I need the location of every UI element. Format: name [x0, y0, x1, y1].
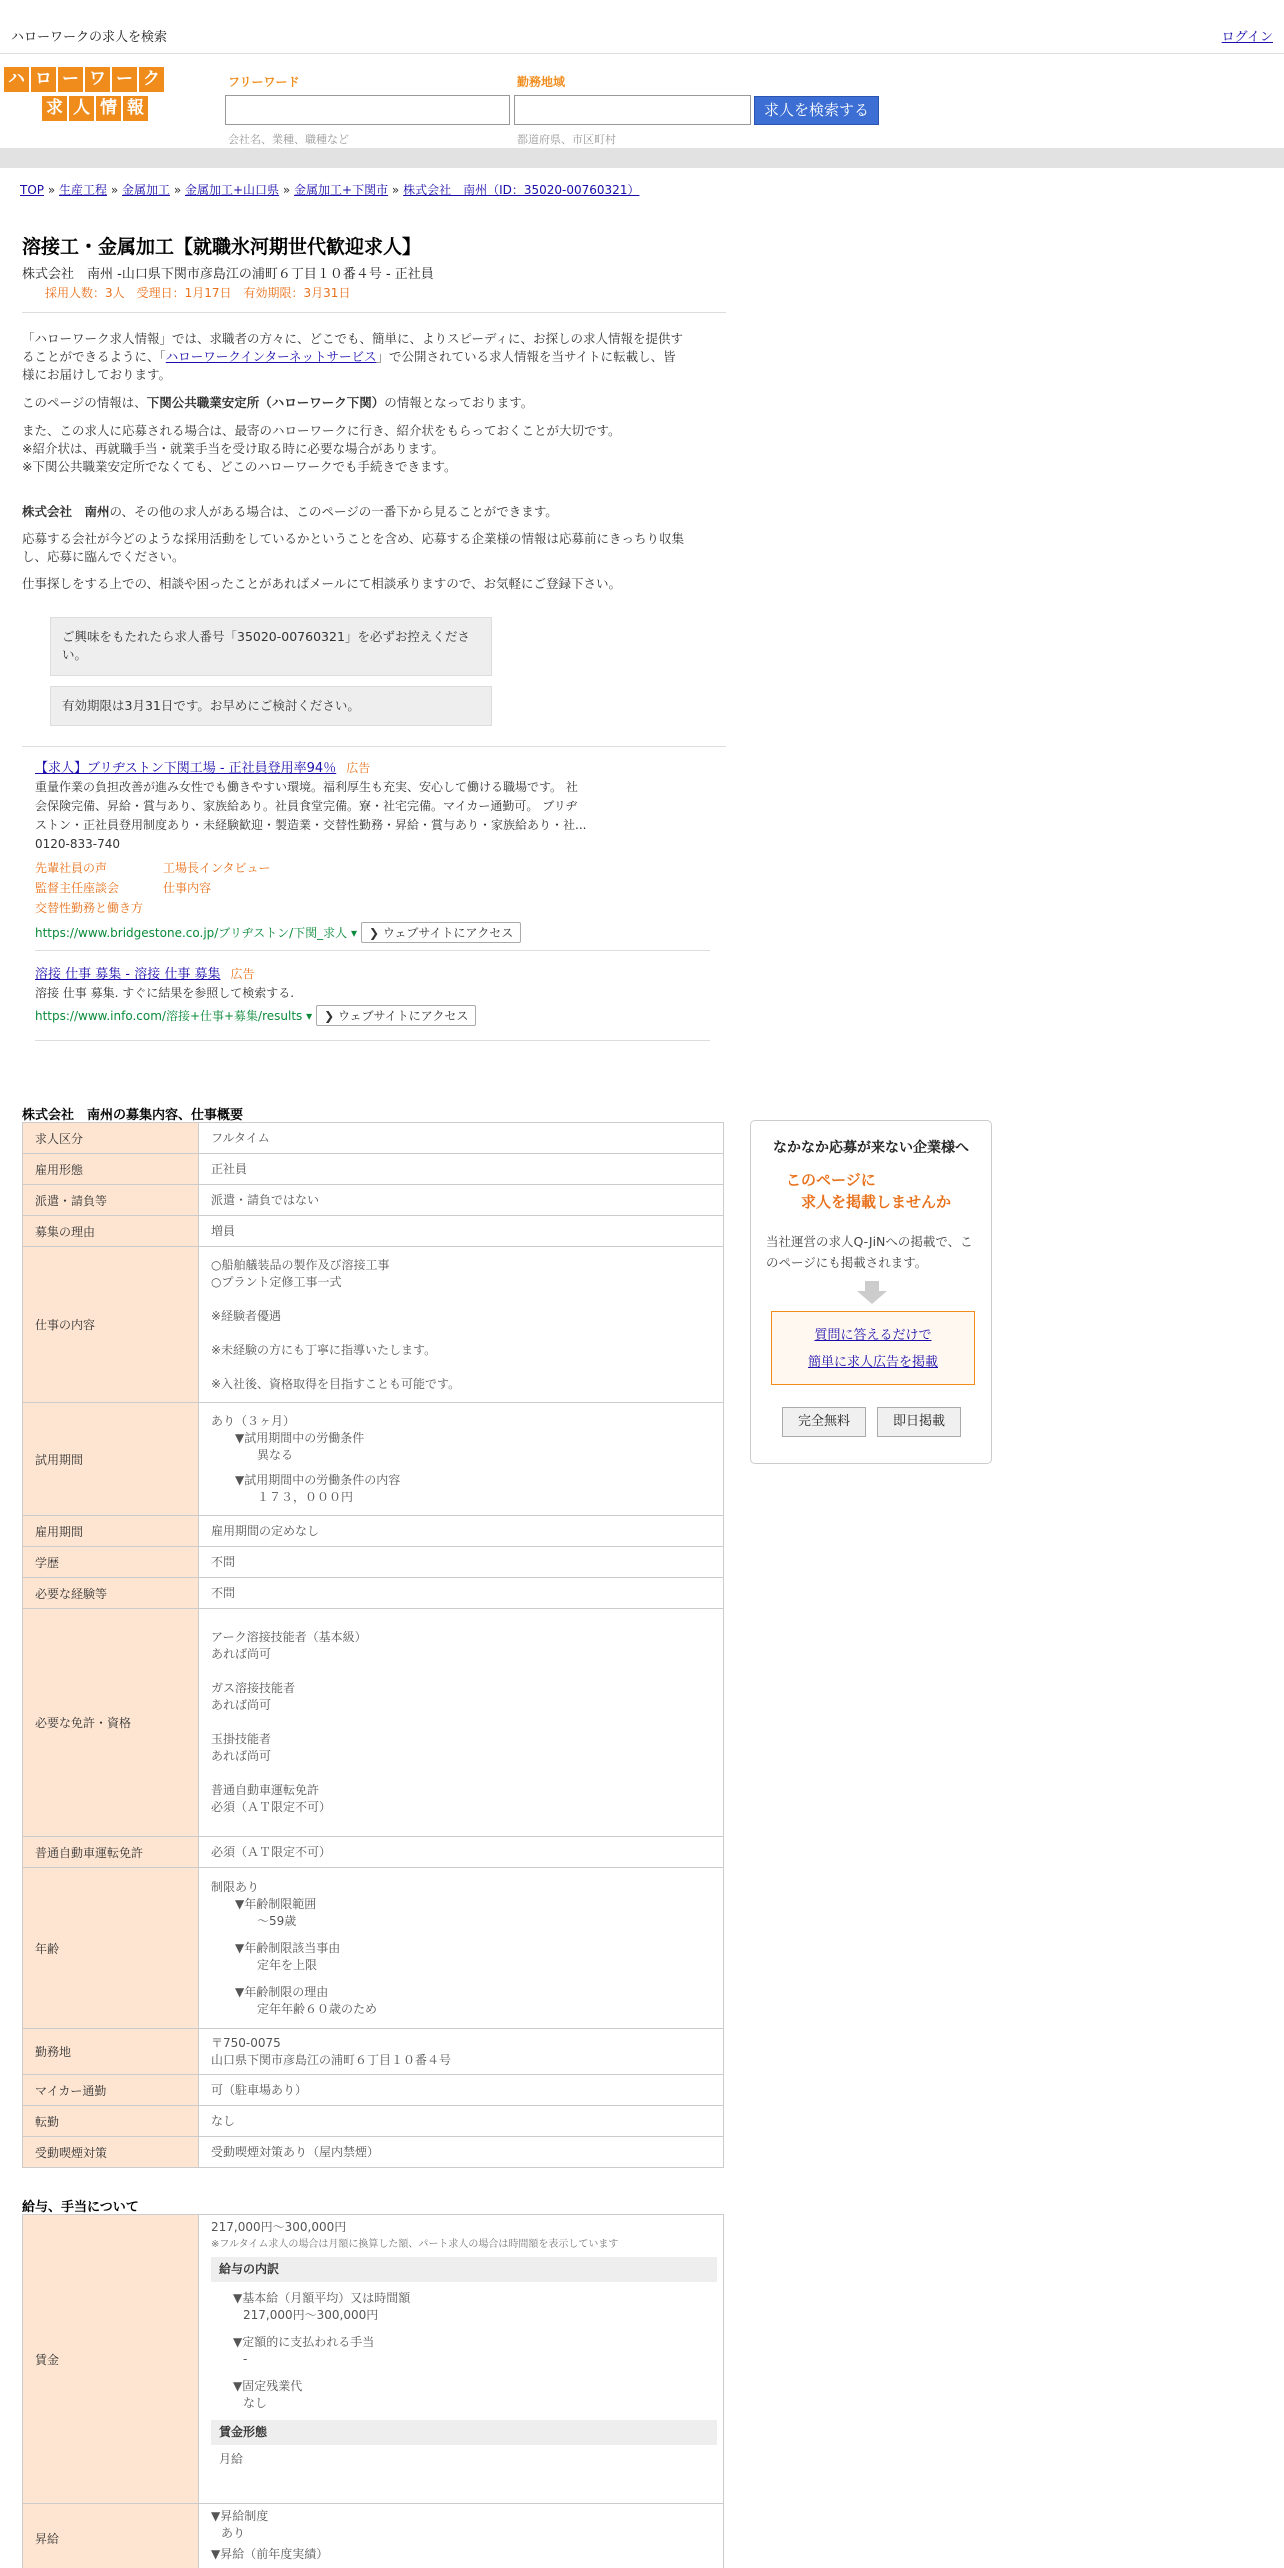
divider-bar [0, 148, 1284, 168]
instant-badge[interactable]: 即日掲載 [877, 1407, 961, 1437]
row-key: マイカー通勤 [23, 2075, 199, 2106]
ad-sitelink[interactable]: 工場長インタビュー [163, 861, 271, 875]
value-line: ※入社後、資格取得を目指すことも可能です。 [211, 1376, 461, 1391]
value-line: ※経験者優遇 [211, 1308, 282, 1323]
ad-visit-button[interactable]: ❯ ウェブサイトにアクセス [361, 922, 521, 943]
notice-text: い。 [62, 647, 88, 662]
value-line: あれば尚可 [211, 1698, 272, 1712]
logo-char: 情 [96, 96, 121, 121]
job-meta: 採用人数：3人 受理日：1月17日 有効期限：3月31日 [45, 286, 351, 300]
value-line: 玉掛技能者 [211, 1732, 272, 1746]
value-line: なし [243, 2396, 268, 2410]
area-label: 勤務地域 [517, 75, 566, 89]
breadcrumb-subcategory[interactable]: 金属加工 [122, 183, 171, 197]
value-line: 〒750-0075 [211, 2035, 281, 2050]
row-key: 年齢 [23, 1868, 199, 2029]
advertise-panel [750, 1120, 992, 1464]
logo-char: ク [139, 67, 164, 92]
value-line: あれば尚可 [211, 1749, 272, 1763]
search-button[interactable]: 求人を検索する [754, 96, 879, 125]
value-line: あり（３ヶ月） [211, 1413, 296, 1428]
value-line: ○船舶艤装品の製作及び溶接工事 [211, 1257, 390, 1272]
value-line: ▼試用期間中の労働条件 [223, 1430, 365, 1445]
breadcrumb-company[interactable]: 株式会社 南州（ID：35020-00760321） [403, 183, 640, 197]
table-row [23, 1868, 724, 2029]
intro-line: ※紹介状は、再就職手当・就業手当を受け取る時に必要な場合があります。 [22, 441, 444, 456]
ad-sitelink[interactable]: 先輩社員の声 [35, 861, 108, 875]
row-value: なし [199, 2106, 724, 2137]
value-line: 異なる [233, 1447, 294, 1462]
value-line: ※未経験の方にも丁寧に指導いたします。 [211, 1342, 437, 1357]
ad-visit-label: ウェブサイトにアクセス [338, 1009, 469, 1023]
row-key: 学歴 [23, 1547, 199, 1578]
table-row [23, 1123, 724, 1154]
divider [22, 312, 726, 313]
panel-offer-1: このページに [786, 1171, 876, 1189]
row-key: 試用期間 [23, 1403, 199, 1516]
wage-table [22, 2214, 724, 2568]
row-key: 仕事の内容 [23, 1247, 199, 1403]
row-key: 勤務地 [23, 2029, 199, 2075]
table-row [23, 1516, 724, 1547]
intro-text [22, 330, 726, 593]
value-line: ▼基本給（月額平均）又は時間額 [233, 2291, 411, 2305]
value-line: アーク溶接技能者（基本級） [211, 1630, 367, 1644]
row-key: 派遣・請負等 [23, 1185, 199, 1216]
intro-text-span: 」で公開されている求人情報を当サイトに転載し、皆 [376, 349, 676, 364]
row-value [199, 2504, 724, 2568]
area-hint: 都道府県、市区町村 [517, 133, 616, 146]
row-value: 可（駐車場あり） [199, 2075, 724, 2106]
value-line: 定年を上限 [233, 1957, 318, 1972]
logo-char: ー [112, 67, 137, 92]
intro-text-span: の、その他の求人がある場合は、このページの一番下から見ることができます。 [109, 504, 558, 519]
logo-char: ー [58, 67, 83, 92]
logo-char: ハ [4, 67, 29, 92]
table-row [23, 2215, 724, 2504]
table-row [23, 1578, 724, 1609]
panel-cta[interactable] [771, 1311, 975, 1385]
logo-char: 報 [123, 96, 148, 121]
site-title: ハローワークの求人を検索 [11, 30, 168, 45]
value-line: ガス溶接技能者 [211, 1681, 296, 1695]
intro-line: ※下関公共職業安定所でなくても、どこのハローワークでも手続きできます。 [22, 459, 457, 474]
row-value [199, 1247, 724, 1403]
job-subtitle: 株式会社 南州 -山口県下関市彦島江の浦町６丁目１０番４号 - 正社員 [22, 267, 434, 282]
ad-sitelink[interactable]: 交替性勤務と働き方 [35, 901, 144, 915]
ad-visit-label: ウェブサイトにアクセス [382, 926, 514, 940]
logo-char: ロ [31, 67, 56, 92]
row-value: 不問 [199, 1578, 724, 1609]
logo-char: ワ [85, 67, 110, 92]
table-row [23, 1216, 724, 1247]
intro-line: 応募する会社が今どのような採用活動をしているかということを含め、応募する企業様の情報は応募前にきっちり収集 [22, 531, 685, 546]
value-line: ▼昇給制度 [211, 2509, 269, 2523]
job-header [22, 232, 726, 301]
table-row [23, 1154, 724, 1185]
section-title-wage: 給与、手当について [22, 2200, 139, 2215]
arrow-down-icon [855, 1281, 889, 1305]
hellowork-internet-link[interactable]: ハローワークインターネットサービス [165, 349, 377, 364]
intro-line: また、この求人に応募される場合は、最寄のハローワークに行き、紹介状をもらっておくことが大切です。 [22, 423, 621, 438]
table-row [23, 2137, 724, 2168]
freeword-label: フリーワード [228, 75, 300, 89]
intro-line [22, 348, 726, 366]
office-name: 下関公共職業安定所（ハローワーク下関） [146, 395, 385, 410]
intro-line: 様にお届けしております。 [22, 367, 172, 382]
row-value: 不問 [199, 1547, 724, 1578]
row-key: 雇用期間 [23, 1516, 199, 1547]
divider [35, 950, 710, 951]
wage-range: 217,000円〜300,000円 [211, 2220, 347, 2234]
intro-line: 仕事探しをする上での、相談や困ったことがあればメールにて相談承りますので、お気軽にご登録下さい。 [22, 576, 622, 591]
intro-line: し、応募に臨んでください。 [22, 549, 185, 564]
header [0, 55, 1284, 148]
value-line: 普通自動車運転免許 [211, 1783, 320, 1797]
row-value [199, 2029, 724, 2075]
value-line: あり [221, 2526, 246, 2540]
intro-text-span: このページの情報は、 [22, 395, 147, 410]
cta-link-1[interactable]: 質問に答えるだけで [814, 1328, 932, 1343]
ad-phone[interactable]: 0120-833-740 [35, 837, 121, 851]
value-line: ▼年齢制限該当事由 [223, 1940, 341, 1955]
ad-url[interactable]: https://www.info.com/溶接+仕事+募集/results [35, 1009, 303, 1023]
value-line: ▼定額的に支払われる手当 [233, 2335, 375, 2349]
divider [35, 1040, 710, 1041]
job-details-table [22, 1122, 724, 2168]
row-key: 必要な免許・資格 [23, 1609, 199, 1837]
table-row [23, 2029, 724, 2075]
notice-box-deadline: 有効期限は3月31日です。お早めにご検討ください。 [50, 686, 492, 726]
top-bar [0, 0, 1284, 54]
row-value [199, 1609, 724, 1837]
ad-url[interactable]: https://www.bridgestone.co.jp/ブリヂストン/下関_求人 [35, 926, 348, 940]
row-value: 受動喫煙対策あり（屋内禁煙） [199, 2137, 724, 2168]
value-line: ▼固定残業代 [233, 2379, 303, 2393]
ad-visit-button[interactable]: ❯ ウェブサイトにアクセス [316, 1005, 476, 1026]
wage-breakdown-label: 給与の内訳 [211, 2257, 717, 2282]
table-row [23, 1547, 724, 1578]
row-value [199, 2215, 724, 2504]
table-row [23, 2504, 724, 2568]
value-line: 必須（ＡＴ限定不可） [211, 1800, 332, 1814]
section-title-job: 株式会社 南州の募集内容、仕事概要 [22, 1108, 244, 1123]
notice-box-id [50, 617, 492, 676]
free-badge[interactable]: 完全無料 [782, 1407, 866, 1437]
value-line: 〜59歳 [233, 1913, 297, 1928]
ad-block: 【求人】ブリヂストン下関工場 - 正社員登用率94％ 広告 重量作業の負担改善が進み女性でも働きやすい環境。福利厚生も充実、安心して働ける職場です。 社 会保険完備、昇給・賞与あり、家族給あり。社員食堂完備。寮・社宅完備。マイカー通勤可。 ブリヂ ストン・正社員登用制度あり・未経験歓迎・製造業・交替性勤務・昇給・賞与あり・家族給あり・社... 0120-833-740 先輩社員の声 工場長インタビュー 監督主任座談会 仕事内容 交替性勤務と働き方 https://www.bridgestone.co.jp/ブリヂストン/下関_求人 ▾ ❯ ウェブサイトにアクセス [35, 757, 635, 943]
ad-label: 広告 [230, 967, 255, 981]
breadcrumb-category[interactable]: 生産工程 [59, 183, 108, 197]
divider [22, 746, 726, 747]
freeword-hint: 会社名、業種、職種など [228, 133, 349, 146]
row-key: 転勤 [23, 2106, 199, 2137]
freeword-input[interactable] [225, 95, 510, 125]
row-key: 求人区分 [23, 1123, 199, 1154]
table-row [23, 2075, 724, 2106]
wage-note: ※フルタイム求人の場合は月額に換算した額、パート求人の場合は時間額を表示しています [211, 2239, 619, 2250]
value-line: 定年年齢６０歳のため [233, 2001, 378, 2016]
row-key: 雇用形態 [23, 1154, 199, 1185]
table-row [23, 1609, 724, 1837]
login-link[interactable]: ログイン [1221, 30, 1273, 45]
row-value [199, 1403, 724, 1516]
ad-sitelink[interactable]: 監督主任座談会 [35, 881, 120, 895]
breadcrumb: TOP » 生産工程 » 金属加工 » 金属加工+山口県 » 金属加工+下関市 » 株式会社 南州（ID：35020-00760321） [20, 183, 640, 197]
row-value [199, 1868, 724, 2029]
ad-text: 重量作業の負担改善が進み女性でも働きやすい環境。福利厚生も充実、安心して働ける職場です。 社 [35, 780, 578, 794]
ad-block: 溶接 仕事 募集 - 溶接 仕事 募集 広告 溶接 仕事 募集. すぐに結果を参照して検索する. https://www.info.com/溶接+仕事+募集/results ▾ ❯ ウェブサイトにアクセス [35, 963, 635, 1026]
value-line: ▼年齢制限の理由 [223, 1984, 329, 1999]
ad-text: ストン・正社員登用制度あり・未経験歓迎・製造業・交替性勤務・昇給・賞与あり・家族給あり・社... [35, 818, 587, 832]
intro-text-span: の情報となっております。 [384, 395, 534, 410]
panel-offer-2: 求人を掲載しませんか [801, 1193, 952, 1211]
row-value: 雇用期間の定めなし [199, 1516, 724, 1547]
value-line: 制限あり [211, 1879, 260, 1894]
table-row [23, 1185, 724, 1216]
value-line: 月給 [219, 2452, 244, 2466]
value-line: ▼年齢制限範囲 [223, 1896, 317, 1911]
value-line: ▼試用期間中の労働条件の内容 [223, 1472, 401, 1487]
breadcrumb-city[interactable]: 金属加工+下関市 [294, 183, 389, 197]
row-key: 賃金 [23, 2215, 199, 2504]
intro-text-span: ることができるように、「 [22, 349, 166, 364]
panel-heading: なかなか応募が来ない企業様へ [773, 1140, 969, 1156]
table-row [23, 1247, 724, 1403]
ad-sitelink[interactable]: 仕事内容 [163, 881, 212, 895]
row-key: 普通自動車運転免許 [23, 1837, 199, 1868]
table-row [23, 1403, 724, 1516]
company-name: 株式会社 南州 [22, 504, 110, 519]
wage-form-label: 賃金形態 [211, 2420, 717, 2445]
page-title: 溶接工・金属加工【就職氷河期世代歓迎求人】 [22, 236, 422, 258]
logo-char: 人 [69, 96, 94, 121]
row-value: フルタイム [199, 1123, 724, 1154]
value-line: ▼昇給（前年度実績） [211, 2547, 329, 2561]
panel-text: 当社運営の求人Q-JiNへの掲載で、このページにも掲載されます。 [766, 1234, 973, 1270]
row-value: 派遣・請負ではない [199, 1185, 724, 1216]
area-input[interactable] [514, 95, 751, 125]
row-key: 必要な経験等 [23, 1578, 199, 1609]
ad-title[interactable]: 溶接 仕事 募集 - 溶接 仕事 募集 [35, 967, 221, 982]
intro-line: 「ハローワーク求人情報」では、求職者の方々に、どこでも、簡単に、よりスピーディに、お探しの求人情報を提供す [22, 331, 684, 346]
value-line: 山口県下関市彦島江の浦町６丁目１０番４号 [211, 2052, 452, 2067]
ad-label: 広告 [346, 761, 371, 775]
row-key: 昇給 [23, 2504, 199, 2568]
value-line: あれば尚可 [211, 1647, 272, 1661]
notice-text: ご興味をもたれたら求人番号「35020-00760321」を必ずお控えくださ [62, 629, 470, 644]
row-value: 正社員 [199, 1154, 724, 1185]
row-value: 増員 [199, 1216, 724, 1247]
logo-char: 求 [42, 96, 67, 121]
ad-title[interactable]: 【求人】ブリヂストン下関工場 - 正社員登用率94％ [35, 761, 337, 776]
breadcrumb-top[interactable]: TOP [20, 183, 45, 197]
cta-link-2[interactable]: 簡単に求人広告を掲載 [807, 1355, 938, 1370]
row-key: 募集の理由 [23, 1216, 199, 1247]
value-line: １７３，０００円 [233, 1489, 354, 1504]
hellowork-logo[interactable] [4, 67, 180, 125]
value-line: 217,000円〜300,000円 [243, 2308, 379, 2322]
table-row [23, 2106, 724, 2137]
table-row [23, 1837, 724, 1868]
ad-text: 溶接 仕事 募集. すぐに結果を参照して検索する. [35, 986, 295, 1000]
value-line: - [243, 2352, 248, 2366]
row-value: 必須（ＡＴ限定不可） [199, 1837, 724, 1868]
ad-text: 会保険完備、昇給・賞与あり、家族給あり。社員食堂完備。寮・社宅完備。マイカー通勤可。 ブリヂ [35, 799, 578, 813]
row-key: 受動喫煙対策 [23, 2137, 199, 2168]
breadcrumb-prefecture[interactable]: 金属加工+山口県 [185, 183, 280, 197]
value-line: ○プラント定修工事一式 [211, 1274, 342, 1289]
